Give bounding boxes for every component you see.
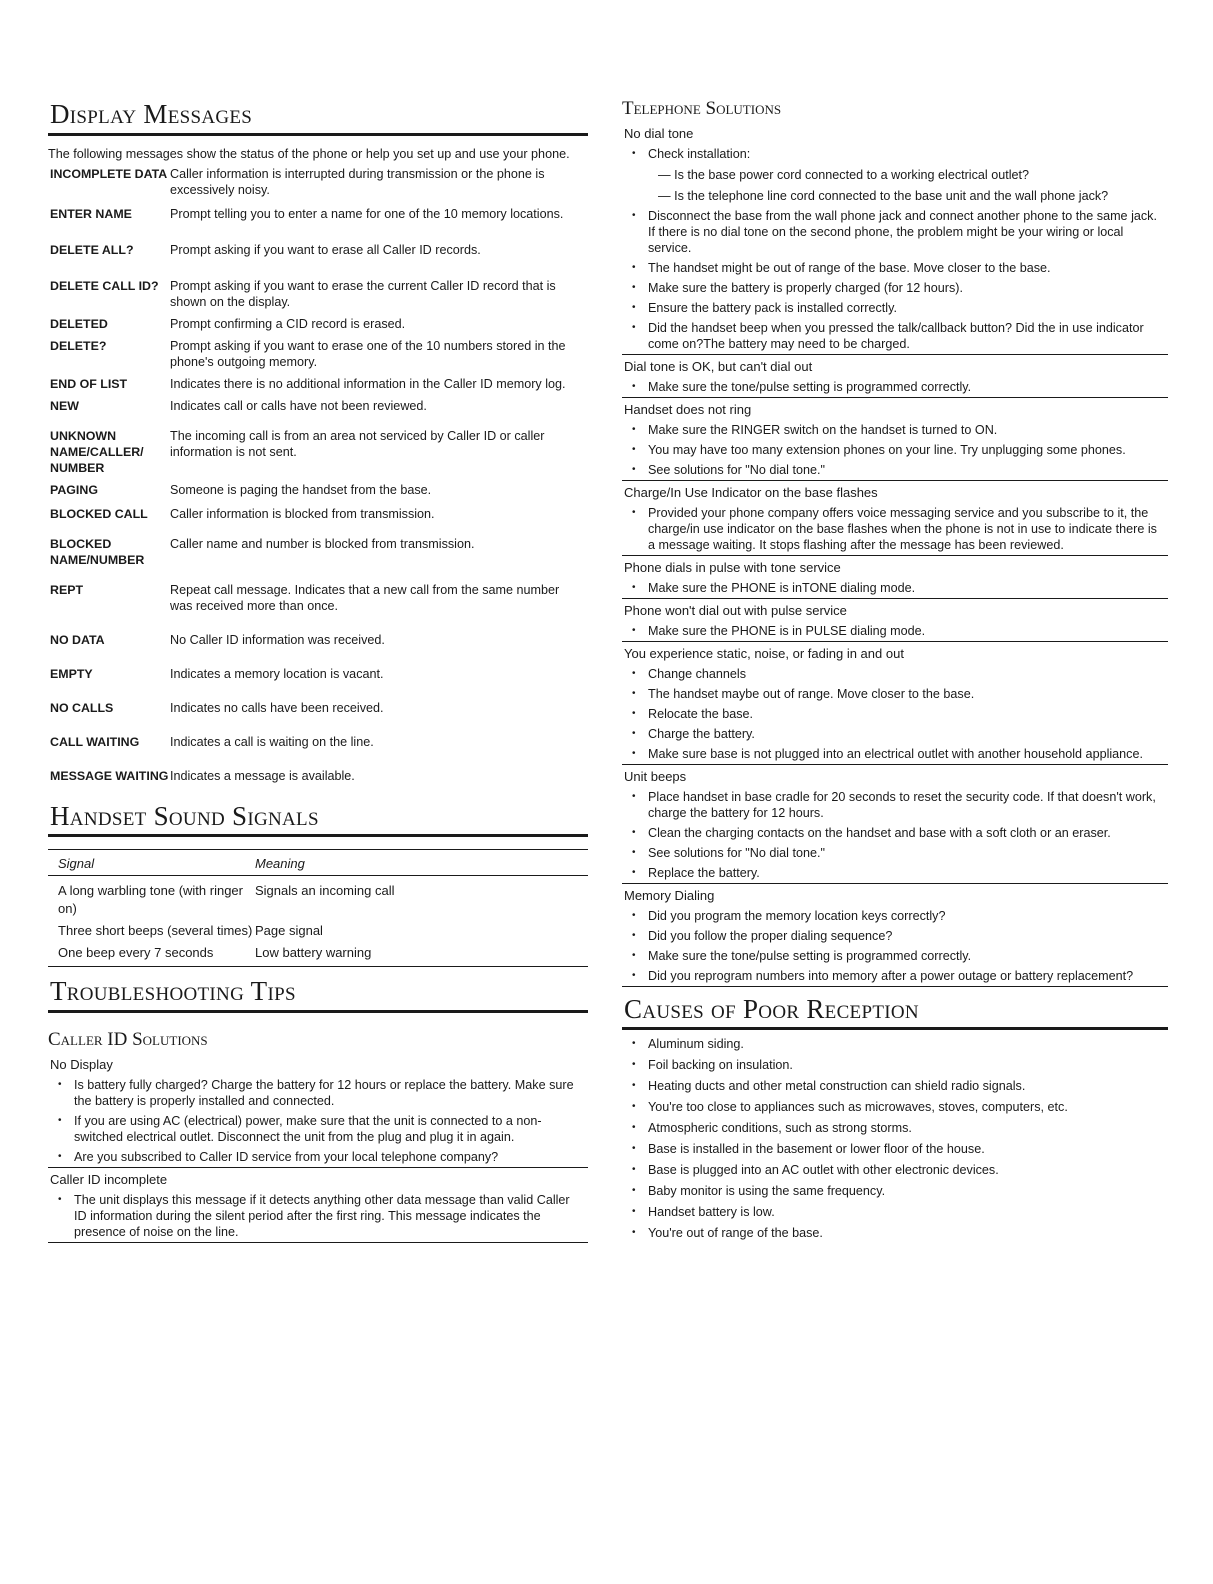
display-message-definition: Prompt asking if you want to erase one of the 10 numbers stored in the phone's outgoing memory. xyxy=(170,338,566,369)
solution-item: • See solutions for "No dial tone." xyxy=(622,845,1168,861)
solution-group xyxy=(622,602,1168,642)
solution-group-label: Memory Dialing xyxy=(624,887,715,903)
display-messages-intro: The following messages show the status of the phone or help you set up and use your phone. xyxy=(48,146,570,161)
solution-group-label: Phone won't dial out with pulse service xyxy=(624,602,847,618)
sound-signals-table xyxy=(48,849,588,967)
solution-group-label: Phone dials in pulse with tone service xyxy=(624,559,841,575)
display-message-definition: Indicates no calls have been received. xyxy=(170,700,384,715)
solution-item: • Place handset in base cradle for 20 seconds to reset the security code. If that doesn't work, charge the battery for 12 hours. xyxy=(622,789,1168,821)
solution-group xyxy=(622,559,1168,599)
display-message-definition: Prompt asking if you want to erase all Caller ID records. xyxy=(170,242,481,257)
display-message-term: NO DATA xyxy=(50,632,105,647)
no-dial-tone-item: • Ensure the battery pack is installed correctly. xyxy=(622,300,1168,316)
display-message-row xyxy=(48,582,588,614)
poor-reception-item: • Base is plugged into an AC outlet with other electronic devices. xyxy=(622,1162,1168,1178)
display-message-definition: Indicates a memory location is vacant. xyxy=(170,666,384,681)
display-message-term: INCOMPLETE DATA xyxy=(50,166,168,181)
poor-reception-item: • Heating ducts and other metal construction can shield radio signals. xyxy=(622,1078,1168,1094)
display-message-row xyxy=(48,398,588,414)
signal-cell: Three short beeps (several times) xyxy=(58,923,253,939)
sound-signal-row xyxy=(48,944,588,962)
right-column xyxy=(622,98,1168,1241)
display-message-term: NEW xyxy=(50,398,79,413)
display-message-term: DELETED xyxy=(50,316,108,331)
display-message-definition: Indicates call or calls have not been reviewed. xyxy=(170,398,427,413)
solution-item: • See solutions for "No dial tone." xyxy=(622,462,1168,478)
solution-item: • The unit displays this message if it detects anything other data message than valid Caller ID information during the silent period after the first ring. This message indicates the presence of noise on the line. xyxy=(48,1192,588,1240)
telephone-solutions-heading: Telephone Solutions xyxy=(622,98,782,119)
solution-item: • Are you subscribed to Caller ID service from your local telephone company? xyxy=(48,1149,588,1165)
solution-item: • Relocate the base. xyxy=(622,706,1168,722)
display-message-definition: Caller information is interrupted during transmission or the phone is excessively noisy. xyxy=(170,166,545,197)
poor-reception-item: • Atmospheric conditions, such as strong storms. xyxy=(622,1120,1168,1136)
solution-item: • Make sure the PHONE is in PULSE dialing mode. xyxy=(622,623,1168,639)
sound-signal-row xyxy=(48,922,588,940)
no-dial-tone-label: No dial tone xyxy=(624,125,694,141)
signal-cell: A long warbling tone (with ringer on) xyxy=(58,883,243,917)
display-message-term: NO CALLS xyxy=(50,700,114,715)
display-message-term: EMPTY xyxy=(50,666,93,681)
display-message-definition: Prompt telling you to enter a name for one of the 10 memory locations. xyxy=(170,206,564,221)
display-message-term: CALL WAITING xyxy=(50,734,140,749)
solution-item: • Is battery fully charged? Charge the battery for 12 hours or replace the battery. Make sure the battery is properly installed and connected. xyxy=(48,1077,588,1109)
solution-group xyxy=(622,401,1168,481)
troubleshooting-tips-heading: Troubleshooting Tips xyxy=(48,977,588,1013)
display-message-definition: Indicates there is no additional information in the Caller ID memory log. xyxy=(170,376,566,391)
no-dial-tone-group xyxy=(622,125,1168,355)
signal-column-header: Signal xyxy=(58,856,95,872)
display-message-term: MESSAGE WAITING xyxy=(50,768,169,783)
display-message-term: REPT xyxy=(50,582,84,597)
display-message-term: BLOCKED CALL xyxy=(50,506,148,521)
caller-id-solutions-heading: Caller ID Solutions xyxy=(48,1029,208,1051)
no-dial-tone-item: • Disconnect the base from the wall phone jack and connect another phone to the same jack. If there is no dial tone on the second phone, the problem might be your wiring or local service. xyxy=(622,208,1168,256)
display-message-row xyxy=(48,206,588,222)
solution-item: • You may have too many extension phones on your line. Try unplugging some phones. xyxy=(622,442,1168,458)
display-message-row xyxy=(48,278,588,310)
display-message-row xyxy=(48,482,588,498)
display-message-row xyxy=(48,428,588,476)
check-sub-item: — Is the base power cord connected to a working electrical outlet? xyxy=(658,167,1030,182)
sound-signals-rows xyxy=(48,876,588,966)
solution-group-label: No Display xyxy=(50,1056,113,1072)
poor-reception-list xyxy=(622,1036,1168,1241)
solution-item: • Provided your phone company offers voice messaging service and you subscribe to it, the charge/in use indicator on the base flashes when the phone is not in use to indicate there is a message waiting. It stops flashing after the message has been reviewed. xyxy=(622,505,1168,553)
solution-group xyxy=(622,484,1168,556)
display-message-definition: Prompt confirming a CID record is erased. xyxy=(170,316,406,331)
display-message-row xyxy=(48,166,588,198)
caller-id-solutions-list xyxy=(48,1056,588,1243)
display-message-row xyxy=(48,700,588,716)
solution-item: • Replace the battery. xyxy=(622,865,1168,881)
display-message-row xyxy=(48,338,588,370)
display-message-definition: Indicates a call is waiting on the line. xyxy=(170,734,374,749)
solution-item: • Did you program the memory location keys correctly? xyxy=(622,908,1168,924)
display-message-definition: Caller information is blocked from transmission. xyxy=(170,506,435,521)
solution-group xyxy=(622,887,1168,987)
solution-group xyxy=(48,1171,588,1243)
display-message-term: END OF LIST xyxy=(50,376,128,391)
check-sub-item: — Is the telephone line cord connected to the base unit and the wall phone jack? xyxy=(658,188,1109,203)
poor-reception-item: • Foil backing on insulation. xyxy=(622,1057,1168,1073)
display-message-row xyxy=(48,632,588,648)
display-message-term: BLOCKED NAME/NUMBER xyxy=(50,536,145,567)
solution-group-label: Handset does not ring xyxy=(624,401,752,417)
display-message-term: DELETE? xyxy=(50,338,107,353)
handset-sound-signals-heading: Handset Sound Signals xyxy=(48,802,588,838)
sound-signal-row xyxy=(48,882,588,918)
solution-group-label: You experience static, noise, or fading in and out xyxy=(624,645,904,661)
display-messages-list xyxy=(48,166,588,784)
poor-reception-item: • You're out of range of the base. xyxy=(622,1225,1168,1241)
solution-item: • Did you follow the proper dialing sequence? xyxy=(622,928,1168,944)
display-message-row xyxy=(48,316,588,332)
solution-group xyxy=(622,645,1168,765)
no-dial-tone-item: • Make sure the battery is properly charged (for 12 hours). xyxy=(622,280,1168,296)
poor-reception-item: • Aluminum siding. xyxy=(622,1036,1168,1052)
solution-item: • Make sure the tone/pulse setting is programmed correctly. xyxy=(622,379,1168,395)
solution-group-label: Dial tone is OK, but can't dial out xyxy=(624,358,813,374)
meaning-cell: Signals an incoming call xyxy=(255,883,395,899)
display-message-term: PAGING xyxy=(50,482,98,497)
display-message-definition: The incoming call is from an area not serviced by Caller ID or caller information is not sent. xyxy=(170,428,545,459)
poor-reception-item: • You're too close to appliances such as microwaves, stoves, computers, etc. xyxy=(622,1099,1168,1115)
no-dial-tone-item: • Did the handset beep when you pressed the talk/callback button? Did the in use indicator come on?The battery may need to be charged. xyxy=(622,320,1168,352)
solution-item: • Charge the battery. xyxy=(622,726,1168,742)
display-message-definition: Indicates a message is available. xyxy=(170,768,355,783)
no-dial-tone-item: • The handset might be out of range of the base. Move closer to the base. xyxy=(622,260,1168,276)
solution-item: • If you are using AC (electrical) power, make sure that the unit is connected to a non-switched electrical outlet. Disconnect the unit from the plug and plug it in again. xyxy=(48,1113,588,1145)
display-message-definition: Prompt asking if you want to erase the current Caller ID record that is shown on the display. xyxy=(170,278,556,309)
solution-item: • Did you reprogram numbers into memory after a power outage or battery replacement? xyxy=(622,968,1168,984)
solution-item: • Clean the charging contacts on the handset and base with a soft cloth or an eraser. xyxy=(622,825,1168,841)
meaning-cell: Low battery warning xyxy=(255,945,372,961)
display-message-term: DELETE CALL ID? xyxy=(50,278,159,293)
solution-group-label: Caller ID incomplete xyxy=(50,1171,168,1187)
solution-group xyxy=(48,1056,588,1168)
solution-item: • The handset maybe out of range. Move closer to the base. xyxy=(622,686,1168,702)
display-message-definition: Someone is paging the handset from the base. xyxy=(170,482,432,497)
solution-item: • Make sure the PHONE is inTONE dialing mode. xyxy=(622,580,1168,596)
poor-reception-item: • Baby monitor is using the same frequency. xyxy=(622,1183,1168,1199)
check-installation-item: • Check installation: xyxy=(622,146,1168,162)
signal-cell: One beep every 7 seconds xyxy=(58,945,214,961)
solution-item: • Change channels xyxy=(622,666,1168,682)
causes-poor-reception-heading: Causes of Poor Reception xyxy=(622,995,1168,1031)
display-messages-heading: Display Messages xyxy=(48,100,588,136)
solution-item: • Make sure the tone/pulse setting is programmed correctly. xyxy=(622,948,1168,964)
solution-group-label: Unit beeps xyxy=(624,768,687,784)
meaning-column-header: Meaning xyxy=(255,856,305,872)
poor-reception-item: • Handset battery is low. xyxy=(622,1204,1168,1220)
display-message-row xyxy=(48,506,588,522)
solution-group xyxy=(622,358,1168,398)
solution-item: • Make sure the RINGER switch on the handset is turned to ON. xyxy=(622,422,1168,438)
display-message-term: ENTER NAME xyxy=(50,206,132,221)
telephone-solutions-list xyxy=(622,358,1168,987)
display-message-definition: Repeat call message. Indicates that a new call from the same number was received more than once. xyxy=(170,582,560,613)
display-message-row xyxy=(48,666,588,682)
meaning-cell: Page signal xyxy=(255,923,323,939)
no-dial-tone-items xyxy=(622,208,1168,352)
display-message-row xyxy=(48,734,588,750)
display-message-row xyxy=(48,242,588,258)
display-message-definition: Caller name and number is blocked from transmission. xyxy=(170,536,475,551)
display-message-row xyxy=(48,376,588,392)
solution-group-label: Charge/In Use Indicator on the base flashes xyxy=(624,484,878,500)
sound-signals-header xyxy=(48,850,588,876)
display-message-definition: No Caller ID information was received. xyxy=(170,632,385,647)
poor-reception-item: • Base is installed in the basement or lower floor of the house. xyxy=(622,1141,1168,1157)
solution-item: • Make sure base is not plugged into an electrical outlet with another household appliance. xyxy=(622,746,1168,762)
display-message-row xyxy=(48,768,588,784)
solution-group xyxy=(622,768,1168,884)
left-column xyxy=(48,100,588,1246)
display-message-term: DELETE ALL? xyxy=(50,242,134,257)
display-message-row xyxy=(48,536,588,568)
display-message-term: UNKNOWN NAME/CALLER/ NUMBER xyxy=(50,428,144,475)
